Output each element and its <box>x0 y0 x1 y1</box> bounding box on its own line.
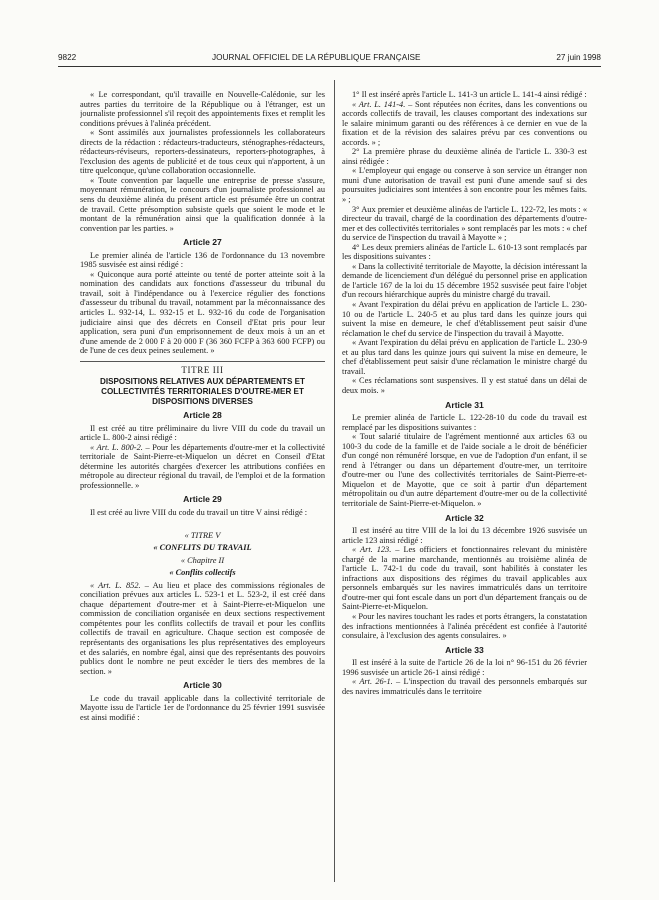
paragraph: « Tout salarié titulaire de l'agrément mentionné aux articles 63 ou 100-3 du code de la famille et de l'aide sociale a le droit de bénéficier d'un congé non rémunéré lorsque, en vue de l'adoption d'un enfant, il se rend à l'étranger ou dans un département d'outre-mer, un territoire d'outre-mer ou l'une des collectivités territoriales de Saint-Pierre-et-Miquelon et de Mayotte, que ce soit à partir d'un département métropolitain ou d'un autre département d'outre-mer ou de la collectivité territoriale de Saint-Pierre-et-Miquelon. » <box>342 432 587 508</box>
titre-label: TITRE III <box>181 364 224 375</box>
article-ref: « Art. L. 141-4. <box>352 99 406 109</box>
article-heading: Article 33 <box>445 644 484 655</box>
paragraph: « Avant l'expiration du délai prévu en application de l'article L. 230-9 et au plus tard dans les quinze jours qui suivent la mise en demeure, le chef d'établissement peut saisir d'une réclamation le ministre chargé du travail. <box>342 338 587 376</box>
article-ref: « Art. 123. <box>352 545 392 555</box>
left-column <box>80 90 325 880</box>
article-heading: Article 27 <box>183 237 222 248</box>
article-heading: Article 30 <box>183 680 222 691</box>
paragraph <box>80 443 325 491</box>
article-heading: Article 29 <box>183 494 222 505</box>
article-heading: Article 28 <box>183 410 222 421</box>
article-ref: « Art. L. 800-2. <box>90 442 143 452</box>
article-text: – Pour les départements d'outre-mer et la collectivité territoriale de Saint-Pierre-et-Miquelon un décret en Conseil d'Etat détermine les autorités chargées d'exercer les attributions confiées en métropole au directeur régional du travail, de l'emploi et de la formation professionnelle. » <box>80 442 325 490</box>
page-header <box>58 50 601 64</box>
article-ref: « Art. L. 852. <box>90 580 141 590</box>
titre-heading: DISPOSITIONS RELATIVES AUX DÉPARTEMENTS ET COLLECTIVITÉS TERRITORIALES D'OUTRE-MER ET DISPOSITIONS DIVERSES <box>100 377 305 406</box>
paragraph: Il est créé au titre préliminaire du livre VIII du code du travail un article L. 800-2 ainsi rédigé : <box>80 423 325 443</box>
article-text: – Les officiers et fonctionnaires relevant du ministère chargé de la marine marchande, mentionnés au troisième alinéa de l'article L. 742-1 du code du travail, sont habilités à constater les infractions aux dispositions des régimes du travail applicables aux personnels embarqués sur les navires immatriculés dans un territoire d'outre-mer qui font escale dans un port d'un département français ou de Saint-Pierre-et-Miquelon. <box>342 545 587 612</box>
paragraph: « Toute convention par laquelle une entreprise de presse s'assure, moyennant rémunération, le concours d'un journaliste professionnel au sens du deuxième alinéa du présent article est présumée être un contrat de travail. Cette présomption subsiste quels que soient le mode et le montant de la rémunération ainsi que la qualification donnée à la convention par les parties. » <box>80 175 325 233</box>
paragraph: 3° Aux premier et deuxième alinéas de l'article L. 122-72, les mots : « directeur du travail, chargé de la coordination des départements d'outre-mer et des collectivités territoriales » sont remplacés par les mots : « chef du service de l'inspection du travail à Mayotte » ; <box>342 204 587 243</box>
article-heading: Article 32 <box>445 512 484 523</box>
paragraph: Il est inséré à la suite de l'article 26 de la loi n° 96-151 du 26 février 1996 susvisée un article 26-1 ainsi rédigé : <box>342 658 587 677</box>
journal-title: JOURNAL OFFICIEL DE LA RÉPUBLIQUE FRANÇAISE <box>212 52 421 62</box>
paragraph: Le premier alinéa de l'article L. 122-28-10 du code du travail est remplacé par les dispositions suivantes : <box>342 413 587 432</box>
section-separator <box>80 361 325 362</box>
paragraph: « Sont assimilés aux journalistes professionnels les collaborateurs directs de la rédaction : rédacteurs-traducteurs, sténographes-rédacteurs, rédacteurs-réviseurs, reporters-dessinateurs, reporters-photographes, à l'exclusion des agents de publicité et de tous ceux qui n'apportent, à un titre quelconque, qu'une collaboration occasionnelle. <box>80 128 325 176</box>
header-rule <box>58 66 601 67</box>
paragraph: Il est inséré au titre VIII de la loi du 13 décembre 1926 susvisée un article 123 ainsi rédigé : <box>342 526 587 545</box>
paragraph: « L'employeur qui engage ou conserve à son service un étranger non muni d'une autorisation de travail est puni d'une amende sauf si des poursuites judiciaires sont intentées à son encontre pour les mêmes faits. » ; <box>342 166 587 205</box>
paragraph: 4° Les deux premiers alinéas de l'article L. 610-13 sont remplacés par les dispositions suivantes : <box>342 242 587 262</box>
paragraph: « Dans la collectivité territoriale de Mayotte, la décision intéressant la demande de licenciement d'un délégué du personnel prise en application de l'article 167 de la loi du 15 décembre 1952 susvisée peut faire l'objet d'un recours hiérarchique auprès du ministre chargé du travail. <box>342 261 587 300</box>
paragraph: « Le correspondant, qu'il travaille en Nouvelle-Calédonie, sur les autres parties du territoire de la République ou à l'étranger, est un journaliste professionnel s'il reçoit des appointements fixes et remplit les conditions prévues à l'alinéa précédent. <box>80 90 325 128</box>
paragraph <box>80 581 325 676</box>
article-heading: Article 31 <box>445 399 484 410</box>
paragraph <box>342 677 587 696</box>
conflits-collectifs-heading: « Conflits collectifs <box>169 568 236 578</box>
right-column <box>342 90 587 880</box>
paragraph <box>342 545 587 612</box>
column-divider <box>334 80 335 882</box>
chapitre-heading: « Chapitre II <box>180 555 225 565</box>
paragraph: « Avant l'expiration du délai prévu en application de l'article L. 230-10 ou de l'article L. 240-5 et au plus tard dans les quinze jours qui suivent la mise en demeure, le chef d'établissement peut saisir d'une réclamation le chef du service de l'inspection du travail à Mayotte. <box>342 300 587 338</box>
article-text: – Sont réputées non écrites, dans les conventions ou accords collectifs de travail, les clauses comportant des indexations sur le salaire minimum garanti ou des références à ce dernier en vue de la fixation et de la révision des salaires prévu par ces conventions ou accords. » ; <box>342 99 587 147</box>
paragraph: « Quiconque aura porté atteinte ou tenté de porter atteinte soit à la nomination des candidats aux fonctions d'assesseur du tribunal du travail, soit à l'indépendance ou à l'exercice régulier des fonctions d'assesseur du tribunal du travail, notamment par la méconnaissance des articles L. 932-14, L. 932-15 et L. 932-16 du code de l'organisation judiciaire ainsi que des décrets en Conseil d'Etat pris pour leur application, sera puni d'un emprisonnement de deux mois à un an et d'une amende de 2 000 F à 20 000 F (36 360 FCFP à 363 600 FCFP) ou de l'une de ces deux peines seulement. » <box>80 269 325 356</box>
article-text: – L'inspection du travail des personnels embarqués sur des navires immatriculés dans le territoire <box>342 677 587 696</box>
paragraph <box>342 100 587 148</box>
paragraph: 2° La première phrase du deuxième alinéa de l'article L. 330-3 est ainsi rédigée : <box>342 147 587 166</box>
paragraph: Le code du travail applicable dans la collectivité territoriale de Mayotte issu de l'article 1er de l'ordonnance du 25 février 1991 susvisée est ainsi modifié : <box>80 693 325 722</box>
conflits-heading: « CONFLITS DU TRAVAIL <box>153 543 252 553</box>
paragraph: Le premier alinéa de l'article 136 de l'ordonnance du 13 novembre 1985 susvisée est ainsi rédigé : <box>80 250 325 270</box>
article-text: – Au lieu et place des commissions régionales de conciliation prévues aux articles L. 523-1 et L. 523-2, il est créé dans chaque département d'outre-mer et à Saint-Pierre-et-Miquelon une commission de conciliation organisée en deux sections respectivement compétentes pour les conflits collectifs de travail et pour les conflits collectifs de travail en agriculture. Chaque section est composée de représentants des organisations les plus représentatives des employeurs et des salariés, en nombre égal, ainsi que des représentants des pouvoirs publics dont le nombre ne peut excéder le tiers des membres de la section. » <box>80 580 325 676</box>
publication-date: 27 juin 1998 <box>556 52 601 62</box>
paragraph: « Ces réclamations sont suspensives. Il y est statué dans un délai de deux mois. » <box>342 376 587 395</box>
spacer <box>80 518 325 528</box>
paragraph: « Pour les navires touchant les rades et ports étrangers, la constatation des infractions mentionnées à l'alinéa précédent est confiée à l'autorité consulaire, à l'exclusion des agents consulaires. » <box>342 611 587 641</box>
titre-v-heading: « TITRE V <box>184 530 221 540</box>
article-ref: « Art. 26-1. <box>352 677 393 687</box>
page-number: 9822 <box>58 52 77 62</box>
paragraph: Il est créé au livre VIII du code du travail un titre V ainsi rédigé : <box>90 508 308 518</box>
paragraph: 1° Il est inséré après l'article L. 141-3 un article L. 141-4 ainsi rédigé : <box>352 90 587 99</box>
